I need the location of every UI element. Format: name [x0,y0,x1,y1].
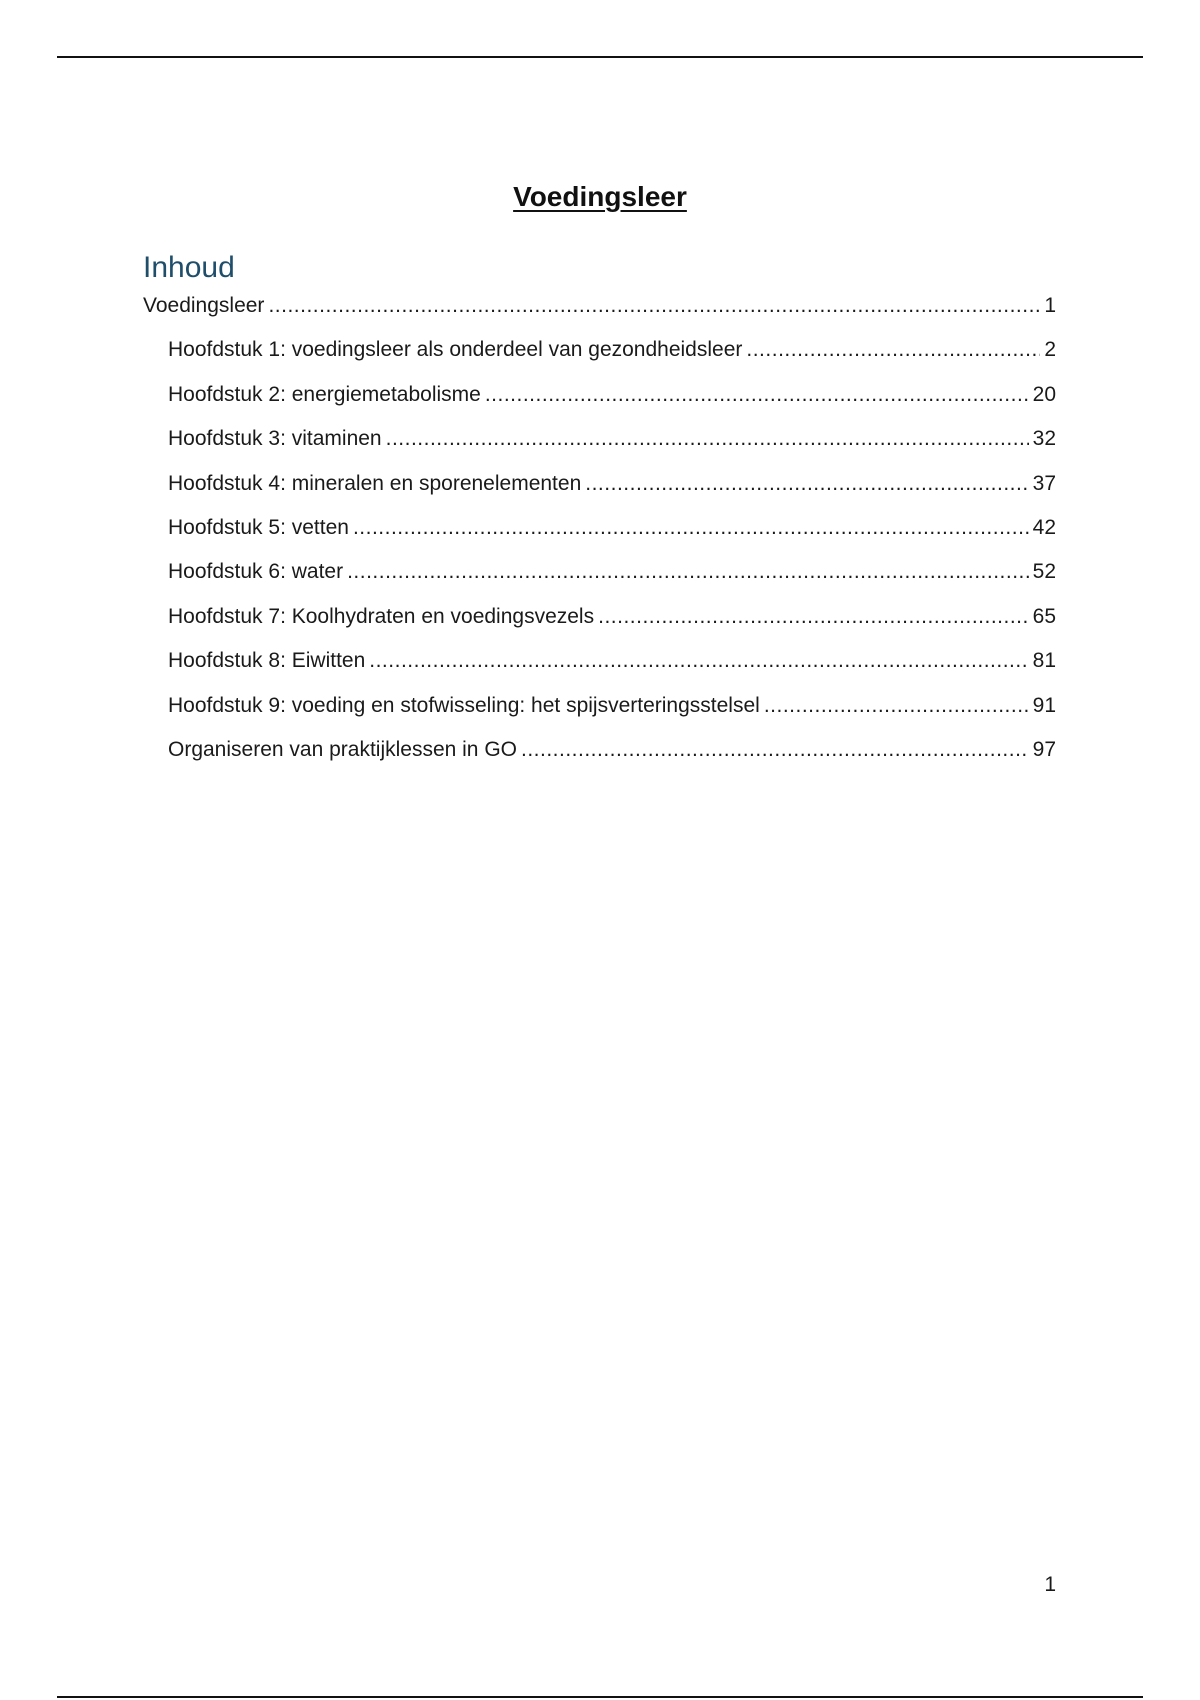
toc-entry-page: 52 [1032,560,1056,584]
toc-entry-label: Hoofdstuk 7: Koolhydraten en voedingsvezels [168,604,595,628]
page-number: 1 [1044,1573,1056,1596]
toc-entry-hoofdstuk-2[interactable] [143,380,1056,424]
toc-entry-label: Hoofdstuk 3: vitaminen [168,427,382,451]
toc-entry-label: Organiseren van praktijklessen in GO [168,737,517,761]
toc-entry-page: 91 [1032,693,1056,717]
toc-dot-leader [386,424,1029,454]
toc-entry-hoofdstuk-1[interactable] [143,335,1056,379]
table-of-contents [143,291,1056,779]
toc-entry-page: 81 [1032,649,1056,673]
header-rule [57,56,1143,58]
toc-dot-leader [347,557,1029,587]
toc-entry-label: Hoofdstuk 2: energiemetabolisme [168,382,481,406]
toc-dot-leader [369,646,1028,676]
footer-rule [57,1696,1143,1698]
toc-entry-label: Hoofdstuk 8: Eiwitten [168,649,366,673]
toc-entry-page: 2 [1044,338,1056,362]
toc-entry-label: Hoofdstuk 4: mineralen en sporenelementen [168,471,582,495]
toc-entry-hoofdstuk-8[interactable] [143,646,1056,690]
toc-dot-leader [764,691,1029,721]
toc-dot-leader [746,335,1040,365]
toc-entry-hoofdstuk-4[interactable] [143,469,1056,513]
toc-entry-label: Hoofdstuk 1: voedingsleer als onderdeel van gezondheidsleer [168,338,743,362]
document-title: Voedingsleer [513,181,687,212]
toc-entry-hoofdstuk-6[interactable] [143,557,1056,601]
toc-entry-page: 37 [1032,471,1056,495]
toc-entry-page: 20 [1032,382,1056,406]
toc-entry-praktijklessen[interactable] [143,735,1056,779]
toc-entry-page: 1 [1044,294,1056,317]
toc-entry-hoofdstuk-5[interactable] [143,513,1056,557]
toc-entry-hoofdstuk-7[interactable] [143,602,1056,646]
toc-dot-leader [521,735,1029,765]
toc-entry-page: 42 [1032,515,1056,539]
toc-dot-leader [598,602,1029,632]
toc-entry-hoofdstuk-9[interactable] [143,691,1056,735]
toc-entry-label: Hoofdstuk 9: voeding en stofwisseling: het spijsverteringsstelsel [168,693,760,717]
toc-dot-leader [268,291,1040,321]
toc-entry-page: 32 [1032,427,1056,451]
toc-entry-page: 97 [1032,737,1056,761]
toc-heading: Inhoud [143,251,235,284]
toc-dot-leader [353,513,1029,543]
toc-entry-voedingsleer[interactable] [143,291,1056,335]
toc-dot-leader [485,380,1029,410]
toc-entry-label: Hoofdstuk 6: water [168,560,344,584]
toc-entry-label: Voedingsleer [143,294,265,317]
toc-entry-hoofdstuk-3[interactable] [143,424,1056,468]
toc-dot-leader [585,469,1028,499]
toc-entry-page: 65 [1032,604,1056,628]
toc-entry-label: Hoofdstuk 5: vetten [168,515,349,539]
